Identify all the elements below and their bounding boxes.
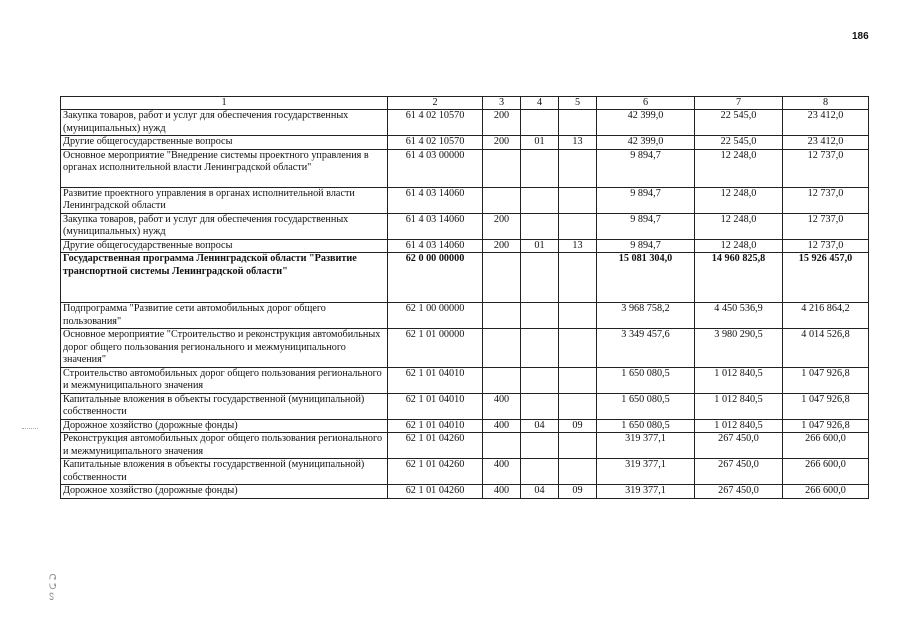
row-code-cell: 62 1 01 04010 [388, 419, 483, 433]
row-code-cell: 62 1 01 04260 [388, 433, 483, 459]
row-code-cell: 61 4 02 10570 [388, 136, 483, 150]
row-name-cell: Основное мероприятие "Внедрение системы проектного управления в органах исполнительной власти Ленинградской области" [61, 149, 388, 187]
row-col5-cell [559, 110, 597, 136]
row-col7-cell: 3 980 290,5 [695, 329, 783, 368]
row-col4-cell [521, 187, 559, 213]
table-row [61, 433, 869, 459]
row-col5-cell: 09 [559, 419, 597, 433]
row-code-cell: 61 4 02 10570 [388, 110, 483, 136]
row-col3-cell: 400 [483, 485, 521, 499]
row-col8-cell: 23 412,0 [783, 136, 869, 150]
row-col7-cell: 1 012 840,5 [695, 367, 783, 393]
row-col6-cell: 1 650 080,5 [597, 367, 695, 393]
table-row [61, 329, 869, 368]
row-name-cell: Подпрограмма "Развитие сети автомобильных дорог общего пользования" [61, 303, 388, 329]
row-col5-cell [559, 329, 597, 368]
page-number: 186 [852, 31, 869, 42]
row-col6-cell: 3 968 758,2 [597, 303, 695, 329]
row-col7-cell: 267 450,0 [695, 485, 783, 499]
column-header: 1 [61, 97, 388, 110]
row-col8-cell: 1 047 926,8 [783, 367, 869, 393]
row-col8-cell: 12 737,0 [783, 149, 869, 187]
row-col7-cell: 22 545,0 [695, 110, 783, 136]
row-col6-cell: 9 894,7 [597, 239, 695, 253]
row-col6-cell: 1 650 080,5 [597, 419, 695, 433]
row-col6-cell: 319 377,1 [597, 459, 695, 485]
row-col5-cell: 13 [559, 239, 597, 253]
row-col7-cell: 1 012 840,5 [695, 393, 783, 419]
row-col4-cell [521, 433, 559, 459]
row-col5-cell [559, 253, 597, 303]
row-code-cell: 62 1 00 00000 [388, 303, 483, 329]
row-name-cell: Строительство автомобильных дорог общего пользования регионального и межмуниципального значения [61, 367, 388, 393]
row-name-cell: Капитальные вложения в объекты государственной (муниципальной) собственности [61, 393, 388, 419]
table-row [61, 253, 869, 303]
table-row [61, 213, 869, 239]
row-col5-cell [559, 149, 597, 187]
row-code-cell: 61 4 03 14060 [388, 239, 483, 253]
row-col7-cell: 22 545,0 [695, 136, 783, 150]
row-col7-cell: 4 450 536,9 [695, 303, 783, 329]
row-code-cell: 62 1 01 04260 [388, 485, 483, 499]
row-col6-cell: 9 894,7 [597, 213, 695, 239]
row-col7-cell: 14 960 825,8 [695, 253, 783, 303]
table-row [61, 367, 869, 393]
row-col4-cell [521, 367, 559, 393]
row-col5-cell [559, 213, 597, 239]
row-col3-cell [483, 149, 521, 187]
table-row [61, 149, 869, 187]
row-code-cell: 61 4 03 14060 [388, 187, 483, 213]
row-col4-cell [521, 303, 559, 329]
row-col3-cell: 200 [483, 239, 521, 253]
row-name-cell: Дорожное хозяйство (дорожные фонды) [61, 485, 388, 499]
row-col4-cell [521, 110, 559, 136]
table-row [61, 136, 869, 150]
row-col4-cell: 04 [521, 419, 559, 433]
column-header: 7 [695, 97, 783, 110]
row-col3-cell [483, 329, 521, 368]
row-code-cell: 61 4 03 00000 [388, 149, 483, 187]
row-col4-cell [521, 459, 559, 485]
row-code-cell: 62 0 00 00000 [388, 253, 483, 303]
row-col6-cell: 42 399,0 [597, 136, 695, 150]
row-col3-cell: 400 [483, 393, 521, 419]
row-name-cell: Основное мероприятие "Строительство и реконструкция автомобильных дорог общего пользования регионального и межмуниципального значения" [61, 329, 388, 368]
row-col8-cell: 12 737,0 [783, 187, 869, 213]
row-col3-cell [483, 253, 521, 303]
row-name-cell: Другие общегосударственные вопросы [61, 136, 388, 150]
row-col4-cell [521, 253, 559, 303]
row-col3-cell [483, 433, 521, 459]
row-col7-cell: 267 450,0 [695, 459, 783, 485]
column-header: 3 [483, 97, 521, 110]
column-header: 4 [521, 97, 559, 110]
row-name-cell: Закупка товаров, работ и услуг для обеспечения государственных (муниципальных) нужд [61, 110, 388, 136]
row-col4-cell [521, 329, 559, 368]
row-name-cell: Реконструкция автомобильных дорог общего пользования регионального и межмуниципального значения [61, 433, 388, 459]
row-col3-cell [483, 303, 521, 329]
row-code-cell: 62 1 01 04260 [388, 459, 483, 485]
table-row [61, 393, 869, 419]
row-col5-cell [559, 303, 597, 329]
table-row [61, 110, 869, 136]
row-name-cell: Дорожное хозяйство (дорожные фонды) [61, 419, 388, 433]
row-col4-cell: 04 [521, 485, 559, 499]
table-row [61, 459, 869, 485]
row-col3-cell: 400 [483, 419, 521, 433]
table-row [61, 485, 869, 499]
column-header: 6 [597, 97, 695, 110]
row-col8-cell: 15 926 457,0 [783, 253, 869, 303]
table-row [61, 239, 869, 253]
row-code-cell: 61 4 03 14060 [388, 213, 483, 239]
row-col7-cell: 12 248,0 [695, 187, 783, 213]
row-col3-cell: 400 [483, 459, 521, 485]
row-col8-cell: 266 600,0 [783, 485, 869, 499]
row-name-cell: Государственная программа Ленинградской области "Развитие транспортной системы Ленинградской области" [61, 253, 388, 303]
table-row [61, 187, 869, 213]
row-col4-cell: 01 [521, 136, 559, 150]
budget-table [60, 96, 869, 499]
table-header-row [61, 97, 869, 110]
row-name-cell: Закупка товаров, работ и услуг для обеспечения государственных (муниципальных) нужд [61, 213, 388, 239]
row-col8-cell: 12 737,0 [783, 239, 869, 253]
row-col7-cell: 12 248,0 [695, 239, 783, 253]
row-col6-cell: 1 650 080,5 [597, 393, 695, 419]
row-col5-cell [559, 367, 597, 393]
row-col8-cell: 266 600,0 [783, 459, 869, 485]
table-row [61, 303, 869, 329]
row-col4-cell [521, 393, 559, 419]
row-col7-cell: 12 248,0 [695, 149, 783, 187]
row-col7-cell: 1 012 840,5 [695, 419, 783, 433]
row-col6-cell: 319 377,1 [597, 485, 695, 499]
row-code-cell: 62 1 01 04010 [388, 367, 483, 393]
row-code-cell: 62 1 01 00000 [388, 329, 483, 368]
row-col5-cell: 09 [559, 485, 597, 499]
row-col3-cell [483, 367, 521, 393]
row-col6-cell: 9 894,7 [597, 187, 695, 213]
row-col3-cell [483, 187, 521, 213]
table-row [61, 419, 869, 433]
row-col4-cell: 01 [521, 239, 559, 253]
row-col5-cell [559, 187, 597, 213]
row-col7-cell: 12 248,0 [695, 213, 783, 239]
row-col3-cell: 200 [483, 110, 521, 136]
row-col7-cell: 267 450,0 [695, 433, 783, 459]
row-name-cell: Развитие проектного управления в органах исполнительной власти Ленинградской области [61, 187, 388, 213]
table-body [61, 110, 869, 499]
scan-artifact-mark [22, 428, 38, 431]
row-col5-cell [559, 433, 597, 459]
row-col8-cell: 1 047 926,8 [783, 419, 869, 433]
row-col5-cell [559, 393, 597, 419]
row-col5-cell [559, 459, 597, 485]
row-col6-cell: 15 081 304,0 [597, 253, 695, 303]
row-col8-cell: 266 600,0 [783, 433, 869, 459]
row-col6-cell: 9 894,7 [597, 149, 695, 187]
row-col5-cell: 13 [559, 136, 597, 150]
row-col6-cell: 319 377,1 [597, 433, 695, 459]
row-col6-cell: 3 349 457,6 [597, 329, 695, 368]
row-col8-cell: 12 737,0 [783, 213, 869, 239]
row-col3-cell: 200 [483, 213, 521, 239]
row-col8-cell: 23 412,0 [783, 110, 869, 136]
column-header: 5 [559, 97, 597, 110]
row-col8-cell: 4 014 526,8 [783, 329, 869, 368]
row-code-cell: 62 1 01 04010 [388, 393, 483, 419]
row-col8-cell: 1 047 926,8 [783, 393, 869, 419]
row-name-cell: Другие общегосударственные вопросы [61, 239, 388, 253]
column-header: 2 [388, 97, 483, 110]
row-col3-cell: 200 [483, 136, 521, 150]
row-col4-cell [521, 149, 559, 187]
scan-artifact-stamp: ᕦ ᕤ ᔕ [46, 573, 57, 601]
row-col4-cell [521, 213, 559, 239]
column-header: 8 [783, 97, 869, 110]
row-col8-cell: 4 216 864,2 [783, 303, 869, 329]
row-col6-cell: 42 399,0 [597, 110, 695, 136]
row-name-cell: Капитальные вложения в объекты государственной (муниципальной) собственности [61, 459, 388, 485]
